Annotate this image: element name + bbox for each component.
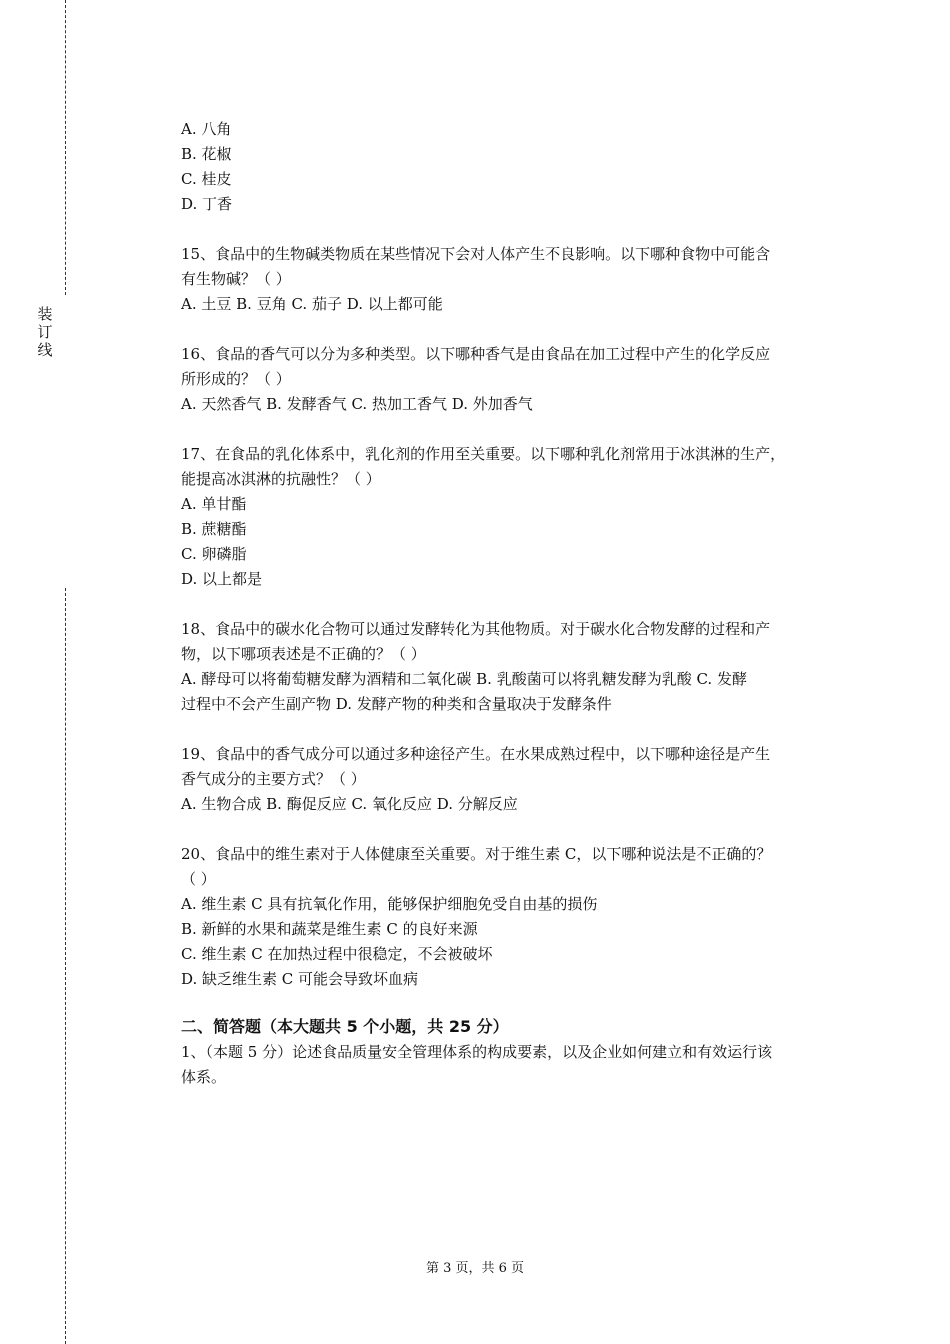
q14-options xyxy=(181,117,846,217)
option: A. 维生素 C 具有抗氧化作用，能够保护细胞免受自由基的损伤 xyxy=(181,895,598,913)
question-stem: 体系。 xyxy=(181,1068,227,1086)
question-stem: 18、食品中的碳水化合物可以通过发酵转化为其他物质。对于碳水化合物发酵的过程和产 xyxy=(181,620,771,638)
question-options: 过程中不会产生副产物 D. 发酵产物的种类和含量取决于发酵条件 xyxy=(181,695,612,713)
option: C. 卵磷脂 xyxy=(181,545,247,563)
question-16 xyxy=(181,342,846,417)
question-stem: 有生物碱？（ ） xyxy=(181,270,291,288)
question-stem: 所形成的？（ ） xyxy=(181,370,291,388)
option: B. 蔗糖酯 xyxy=(181,520,247,538)
option: C. 桂皮 xyxy=(181,170,232,188)
binding-line-bottom xyxy=(65,588,66,1344)
question-stem: 物，以下哪项表述是不正确的？（ ） xyxy=(181,645,426,663)
question-20 xyxy=(181,842,846,992)
option: A. 八角 xyxy=(181,120,232,138)
option: D. 丁香 xyxy=(181,195,233,213)
binding-line-top xyxy=(65,0,66,295)
question-stem: 能提高冰淇淋的抗融性？（ ） xyxy=(181,470,381,488)
question-stem: （ ） xyxy=(181,870,216,888)
short-answer-question-1 xyxy=(181,1040,846,1090)
option: C. 维生素 C 在加热过程中很稳定，不会被破坏 xyxy=(181,945,493,963)
question-options: A. 酵母可以将葡萄糖发酵为酒精和二氧化碳 B. 乳酸菌可以将乳糖发酵为乳酸 C. 发酵 xyxy=(181,670,747,688)
option: B. 花椒 xyxy=(181,145,232,163)
question-options: A. 天然香气 B. 发酵香气 C. 热加工香气 D. 外加香气 xyxy=(181,395,533,413)
exam-content xyxy=(181,117,846,1090)
question-stem: 香气成分的主要方式？（ ） xyxy=(181,770,366,788)
question-stem: 16、食品的香气可以分为多种类型。以下哪种香气是由食品在加工过程中产生的化学反应 xyxy=(181,345,771,363)
question-stem: 20、食品中的维生素对于人体健康至关重要。对于维生素 C，以下哪种说法是不正确的？ xyxy=(181,845,772,863)
section-title: 二、简答题（本大题共 5 个小题，共 25 分） xyxy=(181,1017,509,1036)
question-19 xyxy=(181,742,846,817)
option: B. 新鲜的水果和蔬菜是维生素 C 的良好来源 xyxy=(181,920,478,938)
option: A. 单甘酯 xyxy=(181,495,247,513)
question-stem: 1、（本题 5 分）论述食品质量安全管理体系的构成要素，以及企业如何建立和有效运行该 xyxy=(181,1043,773,1061)
question-stem: 19、食品中的香气成分可以通过多种途径产生。在水果成熟过程中，以下哪种途径是产生 xyxy=(181,745,771,763)
question-stem: 15、食品中的生物碱类物质在某些情况下会对人体产生不良影响。以下哪种食物中可能含 xyxy=(181,245,771,263)
binding-label: 装订线 xyxy=(37,305,53,359)
option: D. 以上都是 xyxy=(181,570,263,588)
question-17 xyxy=(181,442,846,592)
option: D. 缺乏维生素 C 可能会导致坏血病 xyxy=(181,970,419,988)
question-options: A. 土豆 B. 豆角 C. 茄子 D. 以上都可能 xyxy=(181,295,443,313)
question-stem: 17、在食品的乳化体系中，乳化剂的作用至关重要。以下哪种乳化剂常用于冰淇淋的生产， xyxy=(181,445,786,463)
question-15 xyxy=(181,242,846,317)
page-number: 第 3 页，共 6 页 xyxy=(425,1261,525,1276)
question-18 xyxy=(181,617,846,717)
question-options: A. 生物合成 B. 酶促反应 C. 氧化反应 D. 分解反应 xyxy=(181,795,518,813)
